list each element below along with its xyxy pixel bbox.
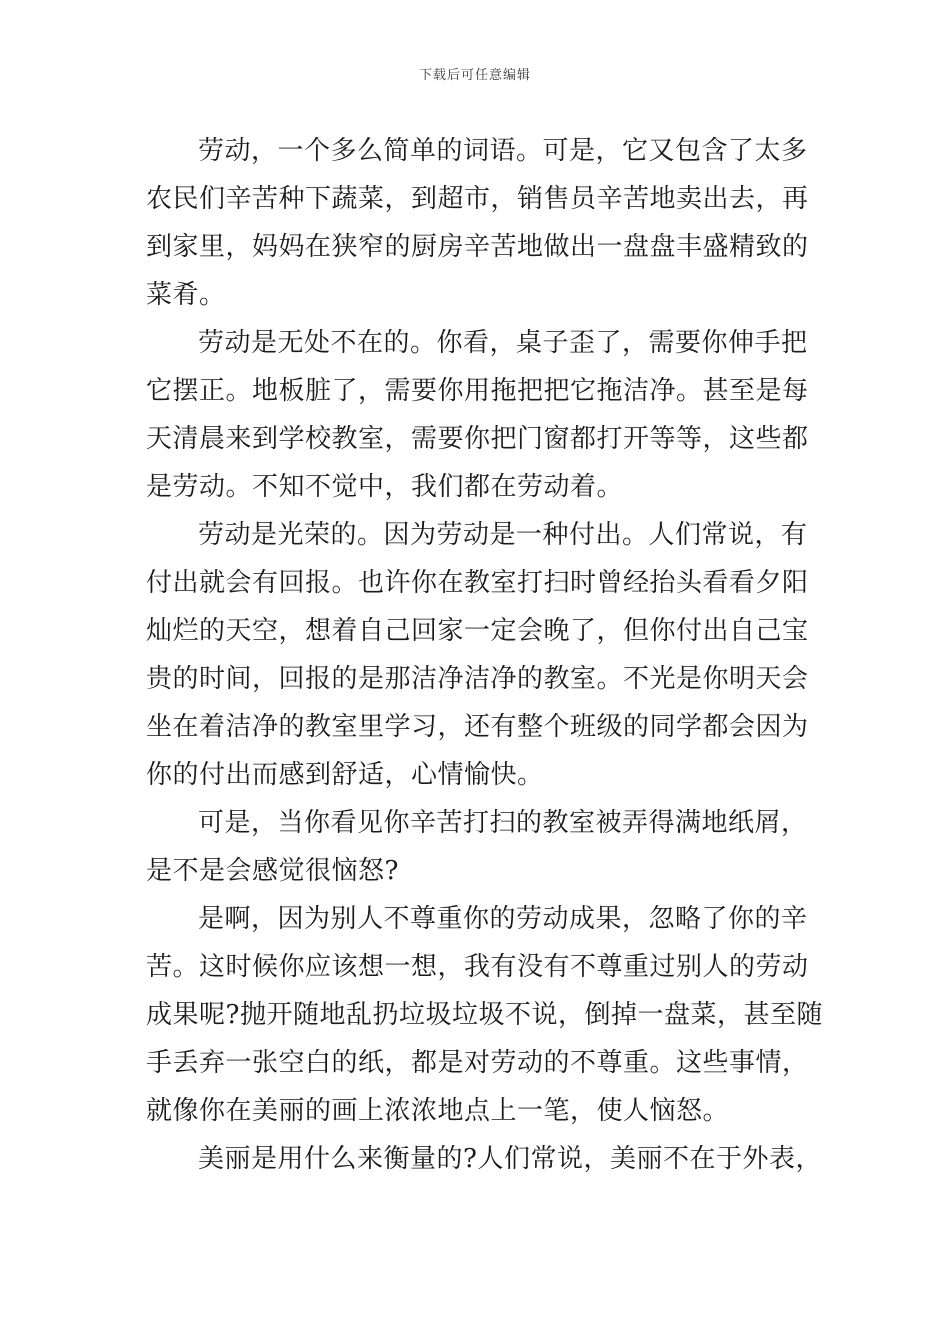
text-line: 它摆正。地板脏了，需要你用拖把把它拖洁净。甚至是每	[146, 376, 809, 406]
text-line: 付出就会有回报。也许你在教室打扫时曾经抬头看看夕阳	[146, 568, 809, 598]
text-line: 到家里，妈妈在狭窄的厨房辛苦地做出一盘盘丰盛精致的	[146, 232, 809, 262]
paragraph-5	[146, 895, 823, 1135]
text-line: 菜肴。	[146, 280, 226, 310]
paragraph-2	[146, 319, 814, 511]
text-line: 是劳动。不知不觉中，我们都在劳动着。	[146, 472, 624, 502]
text-line: 灿烂的天空，想着自己回家一定会晚了，但你付出自己宝	[146, 616, 809, 646]
paragraph-1	[146, 127, 814, 319]
paragraph-3	[146, 511, 814, 799]
text-line: 是不是会感觉很恼怒?	[146, 856, 399, 886]
text-line: 可是，当你看见你辛苦打扫的教室被弄得满地纸屑，	[198, 808, 808, 838]
text-line: 劳动，一个多么简单的词语。可是，它又包含了太多	[198, 136, 808, 166]
document-body	[146, 127, 823, 1183]
text-line: 美丽是用什么来衡量的?人们常说，美丽不在于外表，	[198, 1144, 822, 1174]
page-header: 下载后可任意编辑	[418, 68, 531, 83]
text-line: 贵的时间，回报的是那洁净洁净的教室。不光是你明天会	[146, 664, 809, 694]
paragraph-4	[146, 799, 814, 895]
text-line: 劳动是无处不在的。你看，桌子歪了，需要你伸手把	[198, 328, 808, 358]
text-line: 劳动是光荣的。因为劳动是一种付出。人们常说，有	[198, 520, 808, 550]
text-line: 手丢弃一张空白的纸，都是对劳动的不尊重。这些事情，	[146, 1048, 809, 1078]
text-line: 坐在着洁净的教室里学习，还有整个班级的同学都会因为	[146, 712, 809, 742]
text-line: 天清晨来到学校教室，需要你把门窗都打开等等，这些都	[146, 424, 809, 454]
text-line: 就像你在美丽的画上浓浓地点上一笔，使人恼怒。	[146, 1096, 730, 1126]
text-line: 是啊，因为别人不尊重你的劳动成果，忽略了你的辛	[198, 904, 808, 934]
text-line: 成果呢?抛开随地乱扔垃圾垃圾不说，倒掉一盘菜，甚至随	[146, 1000, 823, 1030]
text-line: 苦。这时候你应该想一想，我有没有不尊重过别人的劳动	[146, 952, 809, 982]
text-line: 你的付出而感到舒适，心情愉快。	[146, 760, 544, 790]
paragraph-6	[146, 1135, 822, 1183]
text-line: 农民们辛苦种下蔬菜，到超市，销售员辛苦地卖出去，再	[146, 184, 809, 214]
